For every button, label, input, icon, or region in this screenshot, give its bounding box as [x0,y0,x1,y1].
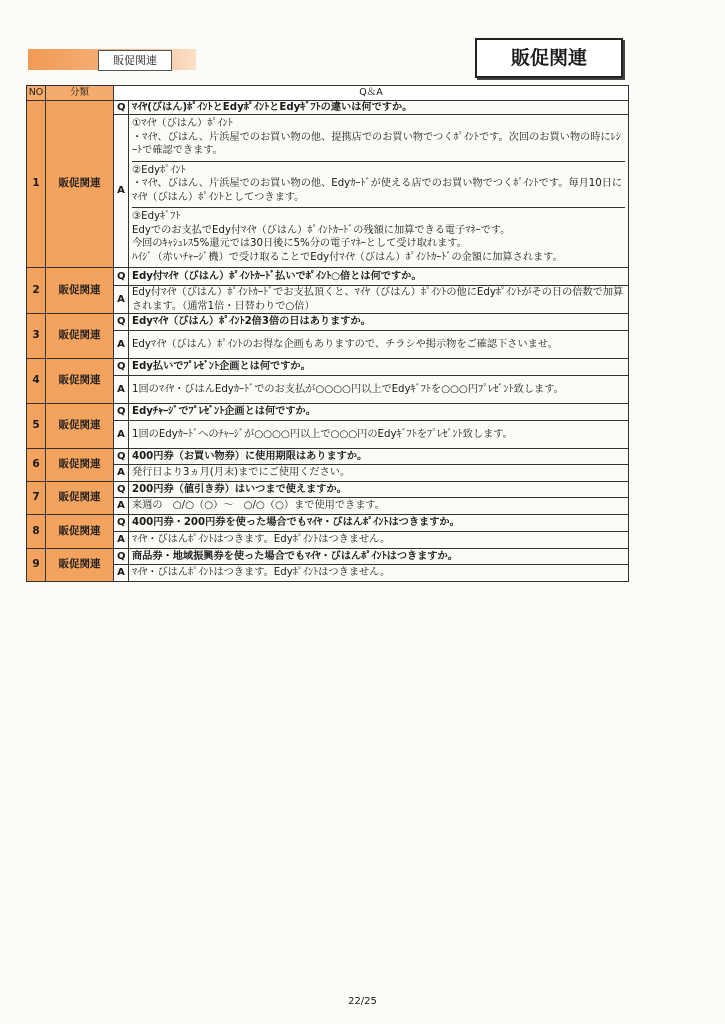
question-text: 商品券・地域振興券を使った場合でもﾏｲﾔ・びはんﾎﾟｲﾝﾄはつきますか。 [129,549,629,565]
table-row [27,100,629,115]
answer-block-heading: ③Edyｷﾞﾌﾄ [132,211,181,222]
question-text: Edyﾏｲﾔ（びはん）ﾎﾟｲﾝﾄ2倍3倍の日はありますか。 [129,314,629,331]
row-number: 7 [27,482,46,515]
table-row [27,482,629,498]
row-category: 販促関連 [46,515,114,549]
answer-mark-label: A [114,498,129,515]
row-number: 1 [27,100,46,268]
answer-text: ﾏｲﾔ・びはんﾎﾟｲﾝﾄはつきます。Edyﾎﾟｲﾝﾄはつきません。 [129,565,629,582]
answer-mark-label: A [114,465,129,482]
table-row [27,465,629,482]
answer-text: 発行日より3ヵ月(月末)までにご使用ください。 [129,465,629,482]
row-category: 販促関連 [46,404,114,449]
answer-mark-label: A [114,331,129,359]
answer-text: Edy付ﾏｲﾔ（びはん）ﾎﾟｲﾝﾄｶｰﾄﾞでお支払頂くと、ﾏｲﾔ（びはん）ﾎﾟｲﾝﾄの他にEdyﾎﾟｲﾝﾄがその日の倍数で加算されます。（通常1倍・日替わりで○倍） [129,286,629,314]
row-category: 販促関連 [46,314,114,359]
answer-mark-label: A [114,421,129,449]
table-row [27,498,629,515]
answer-block-heading: ①ﾏｲﾔ（びはん）ﾎﾟｲﾝﾄ [132,118,233,129]
answer-mark-label: A [114,286,129,314]
question-text: Edy払いでﾌﾟﾚｾﾞﾝﾄ企画とは何ですか。 [129,359,629,376]
question-text: ﾏｲﾔ(びはん)ﾎﾟｲﾝﾄとEdyﾎﾟｲﾝﾄとEdyｷﾞﾌﾄの違いは何ですか。 [129,100,629,115]
question-mark-label: Q [114,100,129,115]
table-row [27,359,629,376]
question-text: Edy付ﾏｲﾔ（びはん）ﾎﾟｲﾝﾄｶｰﾄﾞ払いでﾎﾟｲﾝﾄ○倍とは何ですか。 [129,268,629,286]
table-row [27,115,629,268]
answer-text: 1回のEdyｶｰﾄﾞへのﾁｬｰｼﾞが○○○○円以上で○○○円のEdyｷﾞﾌﾄをﾌﾟﾚｾﾞﾝﾄ致します。 [129,421,629,449]
answer-line: ﾊｲｼﾞ（赤いﾁｬｰｼﾞ機）で受け取ることでEdy付ﾏｲﾔ（びはん）ﾎﾟｲﾝﾄｶｰﾄﾞの金額に加算されます。 [132,251,563,263]
row-number: 5 [27,404,46,449]
row-number: 6 [27,449,46,482]
question-mark-label: Q [114,268,129,286]
row-number: 9 [27,549,46,582]
answer-mark-label: A [114,565,129,582]
answer-text: ﾏｲﾔ・びはんﾎﾟｲﾝﾄはつきます。Edyﾎﾟｲﾝﾄはつきません。 [129,532,629,549]
col-qa-header: Q＆A [114,86,629,101]
page-number: 22/25 [348,996,377,1007]
answer-mark-label: A [114,376,129,404]
table-row [27,286,629,314]
table-row [27,331,629,359]
question-mark-label: Q [114,404,129,421]
table-row [27,549,629,565]
row-number: 8 [27,515,46,549]
question-mark-label: Q [114,515,129,532]
answer-line: ・ﾏｲﾔ、びはん、片浜屋でのお買い物の他、Edyｶｰﾄﾞが使える店でのお買い物でつくﾎﾟｲﾝﾄです。毎月10日にﾏｲﾔ（びはん）ﾎﾟｲﾝﾄとしてつきます。 [132,178,623,203]
answer-mark-label: A [114,115,129,268]
row-category: 販促関連 [46,482,114,515]
row-category: 販促関連 [46,359,114,404]
answer-block [132,162,625,209]
question-text: Edyﾁｬｰｼﾞでﾌﾟﾚｾﾞﾝﾄ企画とは何ですか。 [129,404,629,421]
table-row [27,314,629,331]
col-category-header: 分類 [46,86,114,101]
answer-block-heading: ②Edyﾎﾟｲﾝﾄ [132,164,186,176]
question-mark-label: Q [114,314,129,331]
answer-text: 1回のﾏｲﾔ・びはんEdyｶｰﾄﾞでのお支払が○○○○円以上でEdyｷﾞﾌﾄを○○○円ﾌﾟﾚｾﾞﾝﾄ致します。 [129,376,629,404]
answer-mark-label: A [114,532,129,549]
answer-line: 今回のｷｬｼｭﾚｽ5%還元では30日後に5%分の電子ﾏﾈｰとして受け取れます。 [132,238,467,249]
table-row [27,515,629,532]
row-number: 4 [27,359,46,404]
row-category: 販促関連 [46,449,114,482]
row-number: 3 [27,314,46,359]
answer-text: Edyﾏｲﾔ（びはん）ﾎﾟｲﾝﾄのお得な企画もありますので、チラシや掲示物をご確認下さいませ。 [129,331,629,359]
question-mark-label: Q [114,482,129,498]
answer-cell [129,115,629,268]
row-number: 2 [27,268,46,314]
row-category: 販促関連 [46,549,114,582]
question-mark-label: Q [114,359,129,376]
col-no-header: NO [27,86,46,101]
question-mark-label: Q [114,549,129,565]
answer-text: 来週の ○/○（○）～ ○/○（○）まで使用できます。 [129,498,629,515]
answer-block [132,208,625,267]
question-mark-label: Q [114,449,129,465]
question-text: 200円券（値引き券）はいつまで使えますか。 [129,482,629,498]
answer-line: ・ﾏｲﾔ、びはん、片浜屋でのお買い物の他、提携店でのお買い物でつくﾎﾟｲﾝﾄです。次回のお買い物の時にﾚｼｰﾄで確認できます。 [132,131,621,156]
table-row [27,532,629,549]
question-text: 400円券（お買い物券）に使用期限はありますか。 [129,449,629,465]
qa-table [26,85,629,582]
table-row [27,268,629,286]
question-text: 400円券・200円券を使った場合でもﾏｲﾔ・びはんﾎﾟｲﾝﾄはつきますか。 [129,515,629,532]
table-row [27,449,629,465]
row-category: 販促関連 [46,268,114,314]
table-row [27,565,629,582]
page-title: 販促関連 [475,38,623,78]
header-label: 販促関連 [98,50,172,71]
row-category: 販促関連 [46,100,114,268]
answer-line: Edyでのお支払でEdy付ﾏｲﾔ（びはん）ﾎﾟｲﾝﾄｶｰﾄﾞの残額に加算できる電子ﾏﾈｰです。 [132,224,511,236]
table-row [27,404,629,421]
table-row [27,376,629,404]
answer-block [132,115,625,162]
table-row [27,421,629,449]
